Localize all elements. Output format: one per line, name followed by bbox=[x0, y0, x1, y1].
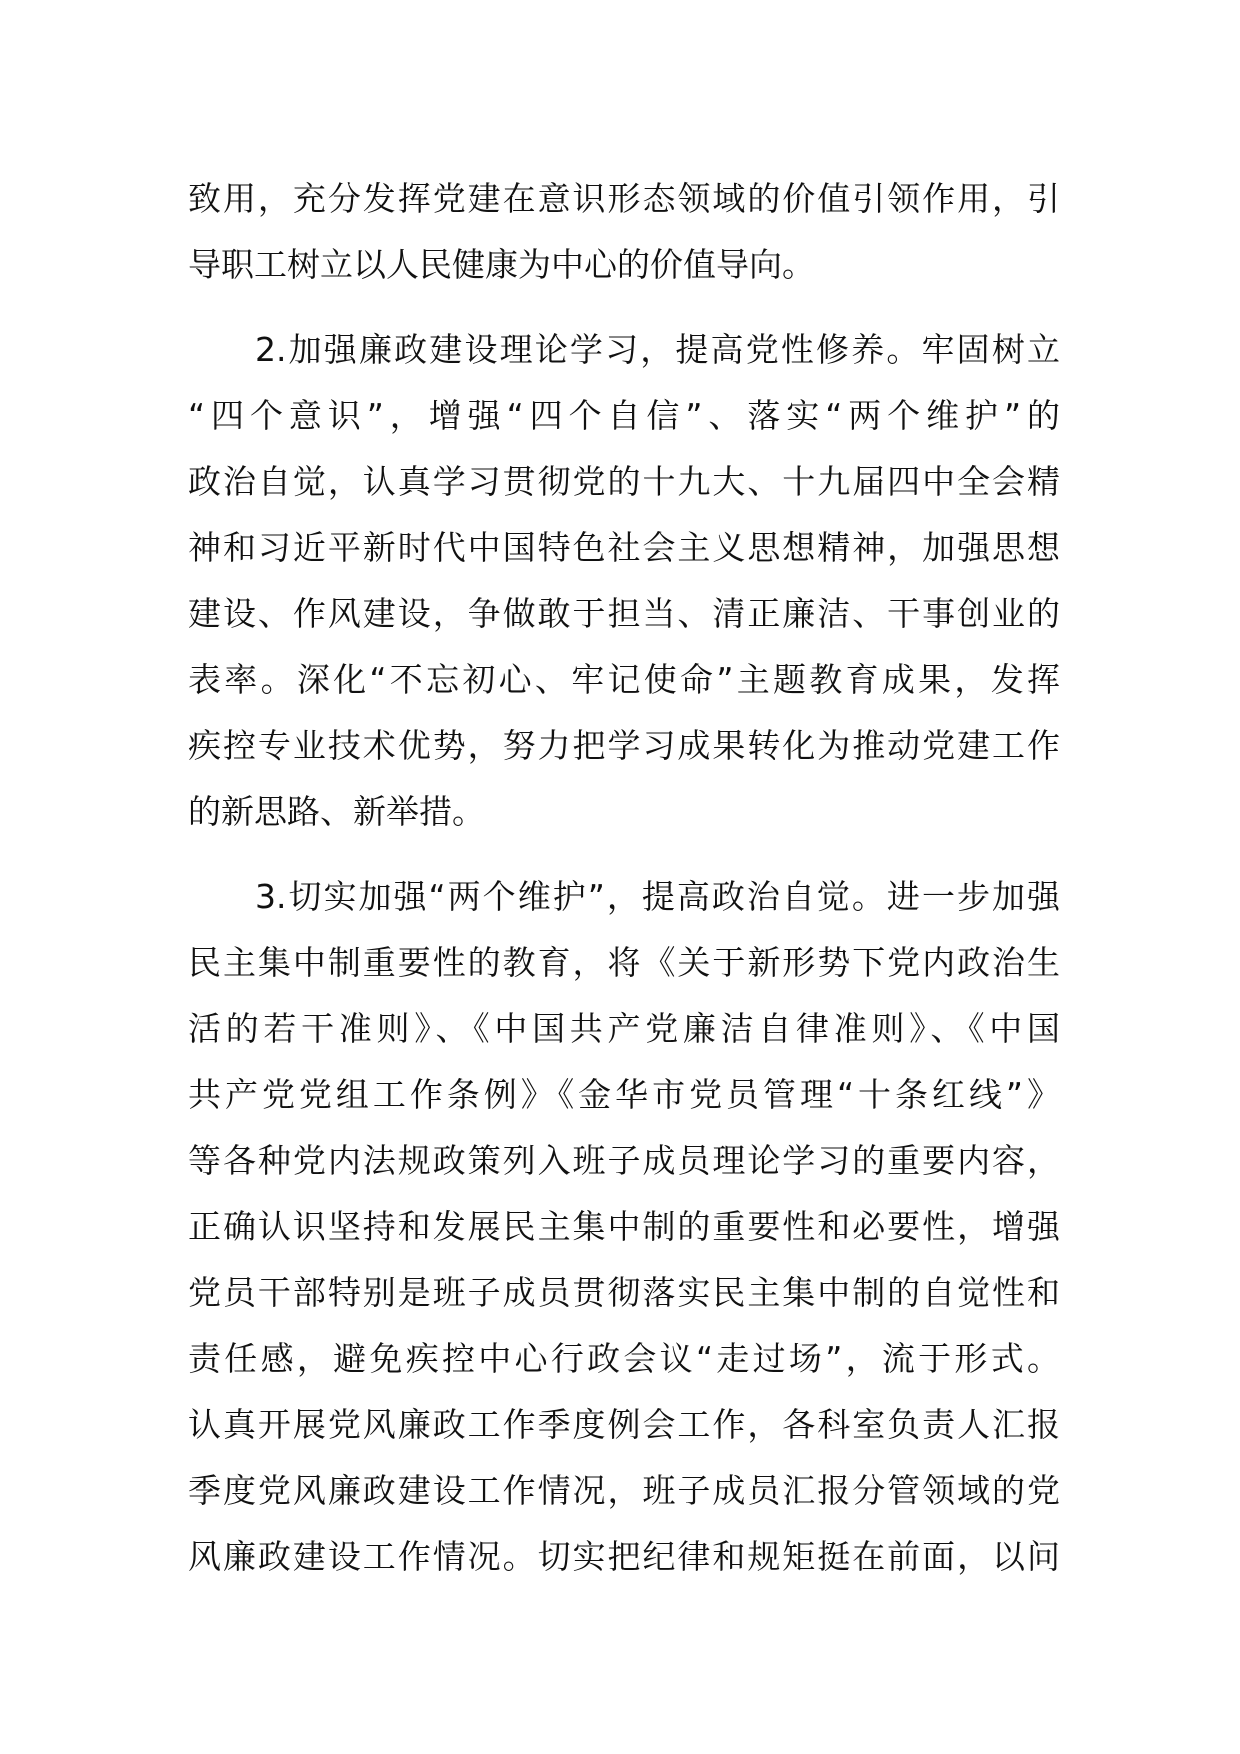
paragraph-1 bbox=[188, 166, 1060, 298]
text-line: 2.加强廉政建设理论学习，提高党性修养。牢固树立 bbox=[255, 330, 1060, 369]
text-line: 导职工树立以人民健康为中心的价值导向。 bbox=[188, 245, 815, 284]
text-line: 季度党风廉政建设工作情况，班子成员汇报分管领域的党 bbox=[188, 1471, 1060, 1510]
text-line: 神和习近平新时代中国特色社会主义思想精神，加强思想 bbox=[188, 528, 1060, 567]
text-line: 认真开展党风廉政工作季度例会工作，各科室负责人汇报 bbox=[188, 1405, 1060, 1444]
text-line: 政治自觉，认真学习贯彻党的十九大、十九届四中全会精 bbox=[188, 462, 1060, 501]
text-line: “四个意识”，增强“四个自信”、落实“两个维护”的 bbox=[188, 396, 1060, 435]
text-line: 3.切实加强“两个维护”，提高政治自觉。进一步加强 bbox=[255, 877, 1060, 916]
text-line: 的新思路、新举措。 bbox=[188, 792, 485, 831]
text-line: 活的若干准则》、《中国共产党廉洁自律准则》、《中国 bbox=[188, 1009, 1060, 1048]
text-line: 致用，充分发挥党建在意识形态领域的价值引领作用，引 bbox=[188, 179, 1060, 218]
text-line: 建设、作风建设，争做敢于担当、清正廉洁、干事创业的 bbox=[188, 594, 1060, 633]
text-line: 民主集中制重要性的教育，将《关于新形势下党内政治生 bbox=[188, 943, 1060, 982]
paragraph-3 bbox=[188, 864, 1060, 1590]
paragraph-spacer bbox=[188, 298, 1060, 317]
text-line: 疾控专业技术优势，努力把学习成果转化为推动党建工作 bbox=[188, 726, 1060, 765]
paragraph-2 bbox=[188, 317, 1060, 845]
text-line: 表率。深化“不忘初心、牢记使命”主题教育成果，发挥 bbox=[188, 660, 1060, 699]
text-line: 等各种党内法规政策列入班子成员理论学习的重要内容， bbox=[188, 1141, 1060, 1180]
text-line: 共产党党组工作条例》《金华市党员管理“十条红线”》 bbox=[188, 1075, 1060, 1114]
text-line: 正确认识坚持和发展民主集中制的重要性和必要性，增强 bbox=[188, 1207, 1060, 1246]
text-line: 责任感，避免疾控中心行政会议“走过场”，流于形式。 bbox=[188, 1339, 1060, 1378]
text-line: 党员干部特别是班子成员贯彻落实民主集中制的自觉性和 bbox=[188, 1273, 1060, 1312]
text-line: 风廉政建设工作情况。切实把纪律和规矩挺在前面，以问 bbox=[188, 1537, 1060, 1576]
paragraph-spacer bbox=[188, 845, 1060, 864]
document-body bbox=[188, 166, 1060, 1590]
